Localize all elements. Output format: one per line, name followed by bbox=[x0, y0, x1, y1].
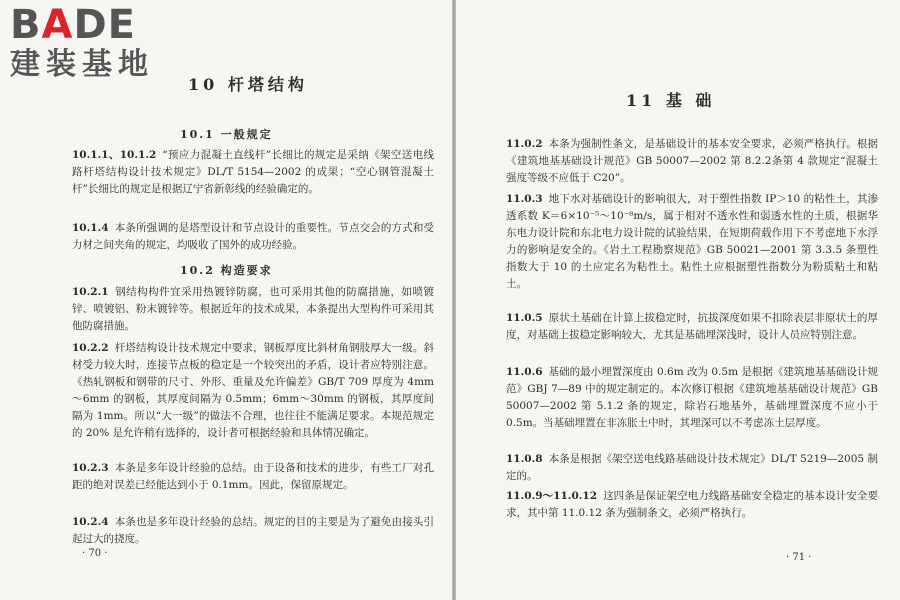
clause-text: 本条是根据《架空送电线路基础设计技术规定》DL/T 5219—2005 制定的。 bbox=[506, 453, 878, 482]
clause-10-1-1 bbox=[72, 147, 434, 198]
clause-text: 钢结构构件宜采用热镀锌防腐，也可采用其他的防腐措施，如喷镀锌、喷镀铝、粉末镀锌等。根据近年的技术成果，本条提出大型构件可采用其他防腐措施。 bbox=[72, 286, 434, 332]
logo-letter-b: B bbox=[10, 2, 42, 48]
clause-number: 10.2.1 bbox=[72, 286, 109, 298]
clause-number: 11.0.8 bbox=[506, 453, 543, 465]
right-page bbox=[456, 0, 900, 600]
clause-11-0-8 bbox=[506, 451, 878, 485]
clause-text: 原状土基础在计算上拔稳定时，抗拔深度如果不扣除表层非原状土的厚度，对基础上拔稳定影响较大，尤其是基础埋深浅时，设计人员应特别注意。 bbox=[506, 312, 878, 341]
clause-11-0-6 bbox=[506, 364, 878, 432]
clause-10-2-2 bbox=[72, 340, 434, 442]
clause-text: 本条也是多年设计经验的总结。规定的目的主要是为了避免由接头引起过大的挠度。 bbox=[72, 516, 434, 545]
chapter-title-10: 10 杆塔结构 bbox=[188, 75, 308, 94]
clause-text: 杆塔结构设计技术规定中要求，钢板厚度比斜材角钢肢厚大一级。斜材受力较大时，连接节点板的稳定是一个较突出的矛盾，设计者应特别注意。《热轧钢板和钢带的尺寸、外形、重量及允许偏差》GB/T 709 厚度为 4mm～6mm 的钢板，其厚度间隔为 0.5mm；6mm～30mm 的钢板，其厚度间隔为 1mm。所以“大一级”的做法不合理，也往往不能满足要求。本规范规定的 20% 是允许稍有选择的，设计者可根据经验和具体情况确定。 bbox=[72, 342, 434, 439]
logo-letters-de: DE bbox=[73, 2, 136, 48]
clause-10-2-3 bbox=[72, 460, 434, 494]
section-title-10-1: 10.1 一般规定 bbox=[180, 128, 273, 141]
clause-10-2-1 bbox=[72, 284, 434, 335]
clause-number: 11.0.3 bbox=[506, 193, 543, 205]
clause-10-1-4 bbox=[72, 220, 434, 254]
clause-number: 11.0.5 bbox=[506, 312, 543, 324]
clause-11-0-5 bbox=[506, 310, 878, 344]
clause-number: 10.2.2 bbox=[72, 342, 109, 354]
clause-number: 11.0.9～11.0.12 bbox=[506, 490, 598, 502]
site-logo bbox=[10, 4, 180, 82]
clause-number: 11.0.2 bbox=[506, 138, 543, 150]
section-title-10-2: 10.2 构造要求 bbox=[180, 264, 273, 277]
logo-brand bbox=[10, 4, 180, 46]
page-number-left: · 70 · bbox=[82, 548, 108, 559]
clause-number: 11.0.6 bbox=[506, 366, 543, 378]
clause-10-2-4 bbox=[72, 514, 434, 548]
clause-text: 本条是多年设计经验的总结。由于设备和技术的进步，有些工厂对孔距的绝对误差已经能达到小于 0.1mm。因此，保留原规定。 bbox=[72, 462, 434, 491]
clause-number: 10.1.4 bbox=[72, 222, 109, 234]
logo-subtitle: 建装基地 bbox=[10, 47, 154, 82]
clause-11-0-9-12 bbox=[506, 488, 878, 522]
clause-number: 10.1.1、10.1.2 bbox=[72, 149, 157, 161]
clause-number: 10.2.4 bbox=[72, 516, 109, 528]
clause-11-0-2 bbox=[506, 136, 878, 187]
logo-letter-a: A bbox=[41, 2, 74, 48]
clause-text: “预应力混凝土直线杆”长细比的规定是采纳《架空送电线路杆塔结构设计技术规定》DL/T 5154—2002 的成果；“空心钢管混凝土杆”长细比的规定是根据辽宁省新彰线的经验确定的。 bbox=[72, 149, 434, 195]
clause-text: 本条为强制性条文，是基础设计的基本安全要求，必须严格执行。根据《建筑地基基础设计规范》GB 50007—2002 第 8.2.2条第 4 款规定“混凝土强度等级不应低于 C20”。 bbox=[506, 138, 878, 184]
page-number-right: · 71 · bbox=[786, 552, 812, 563]
clause-text: 基础的最小埋置深度由 0.6m 改为 0.5m 是根据《建筑地基基础设计规范》GBJ 7—89 中的规定制定的。本次修订根据《建筑地基基础设计规范》GB 50007—2002 第 5.1.2 条的规定，除岩石地基外，基础埋置深度不应小于 0.5m。当基础埋置在非冻胀土中时，其埋深可以不考虑冻土层厚度。 bbox=[506, 366, 878, 429]
chapter-title-11: 11 基 础 bbox=[626, 91, 716, 110]
clause-11-0-3 bbox=[506, 191, 878, 293]
clause-number: 10.2.3 bbox=[72, 462, 109, 474]
clause-text: 这四条是保证架空电力线路基础安全稳定的基本设计安全要求，其中第 11.0.12 条为强制条文，必须严格执行。 bbox=[506, 490, 878, 519]
clause-text: 本条所强调的是塔型设计和节点设计的重要性。节点交会的方式和受力材之间夹角的规定，均吸收了国外的成功经验。 bbox=[72, 222, 434, 251]
clause-text: 地下水对基础设计的影响很大，对于塑性指数 IP＞10 的粘性土，其渗透系数 K＝6×10⁻⁵～10⁻⁸m/s，属于相对不透水性和弱透水性的土质，根据华东电力设计院和东北电力设计院的试验结果，在短期荷载作用下不考虑地下水浮力的影响是安全的。《岩土工程勘察规范》GB 50021—2001 第 3.3.5 条塑性指数大于 10 的土应定名为粘性土。粘性土应根据塑性指数分为粉质粘土和粘土。 bbox=[506, 193, 878, 290]
